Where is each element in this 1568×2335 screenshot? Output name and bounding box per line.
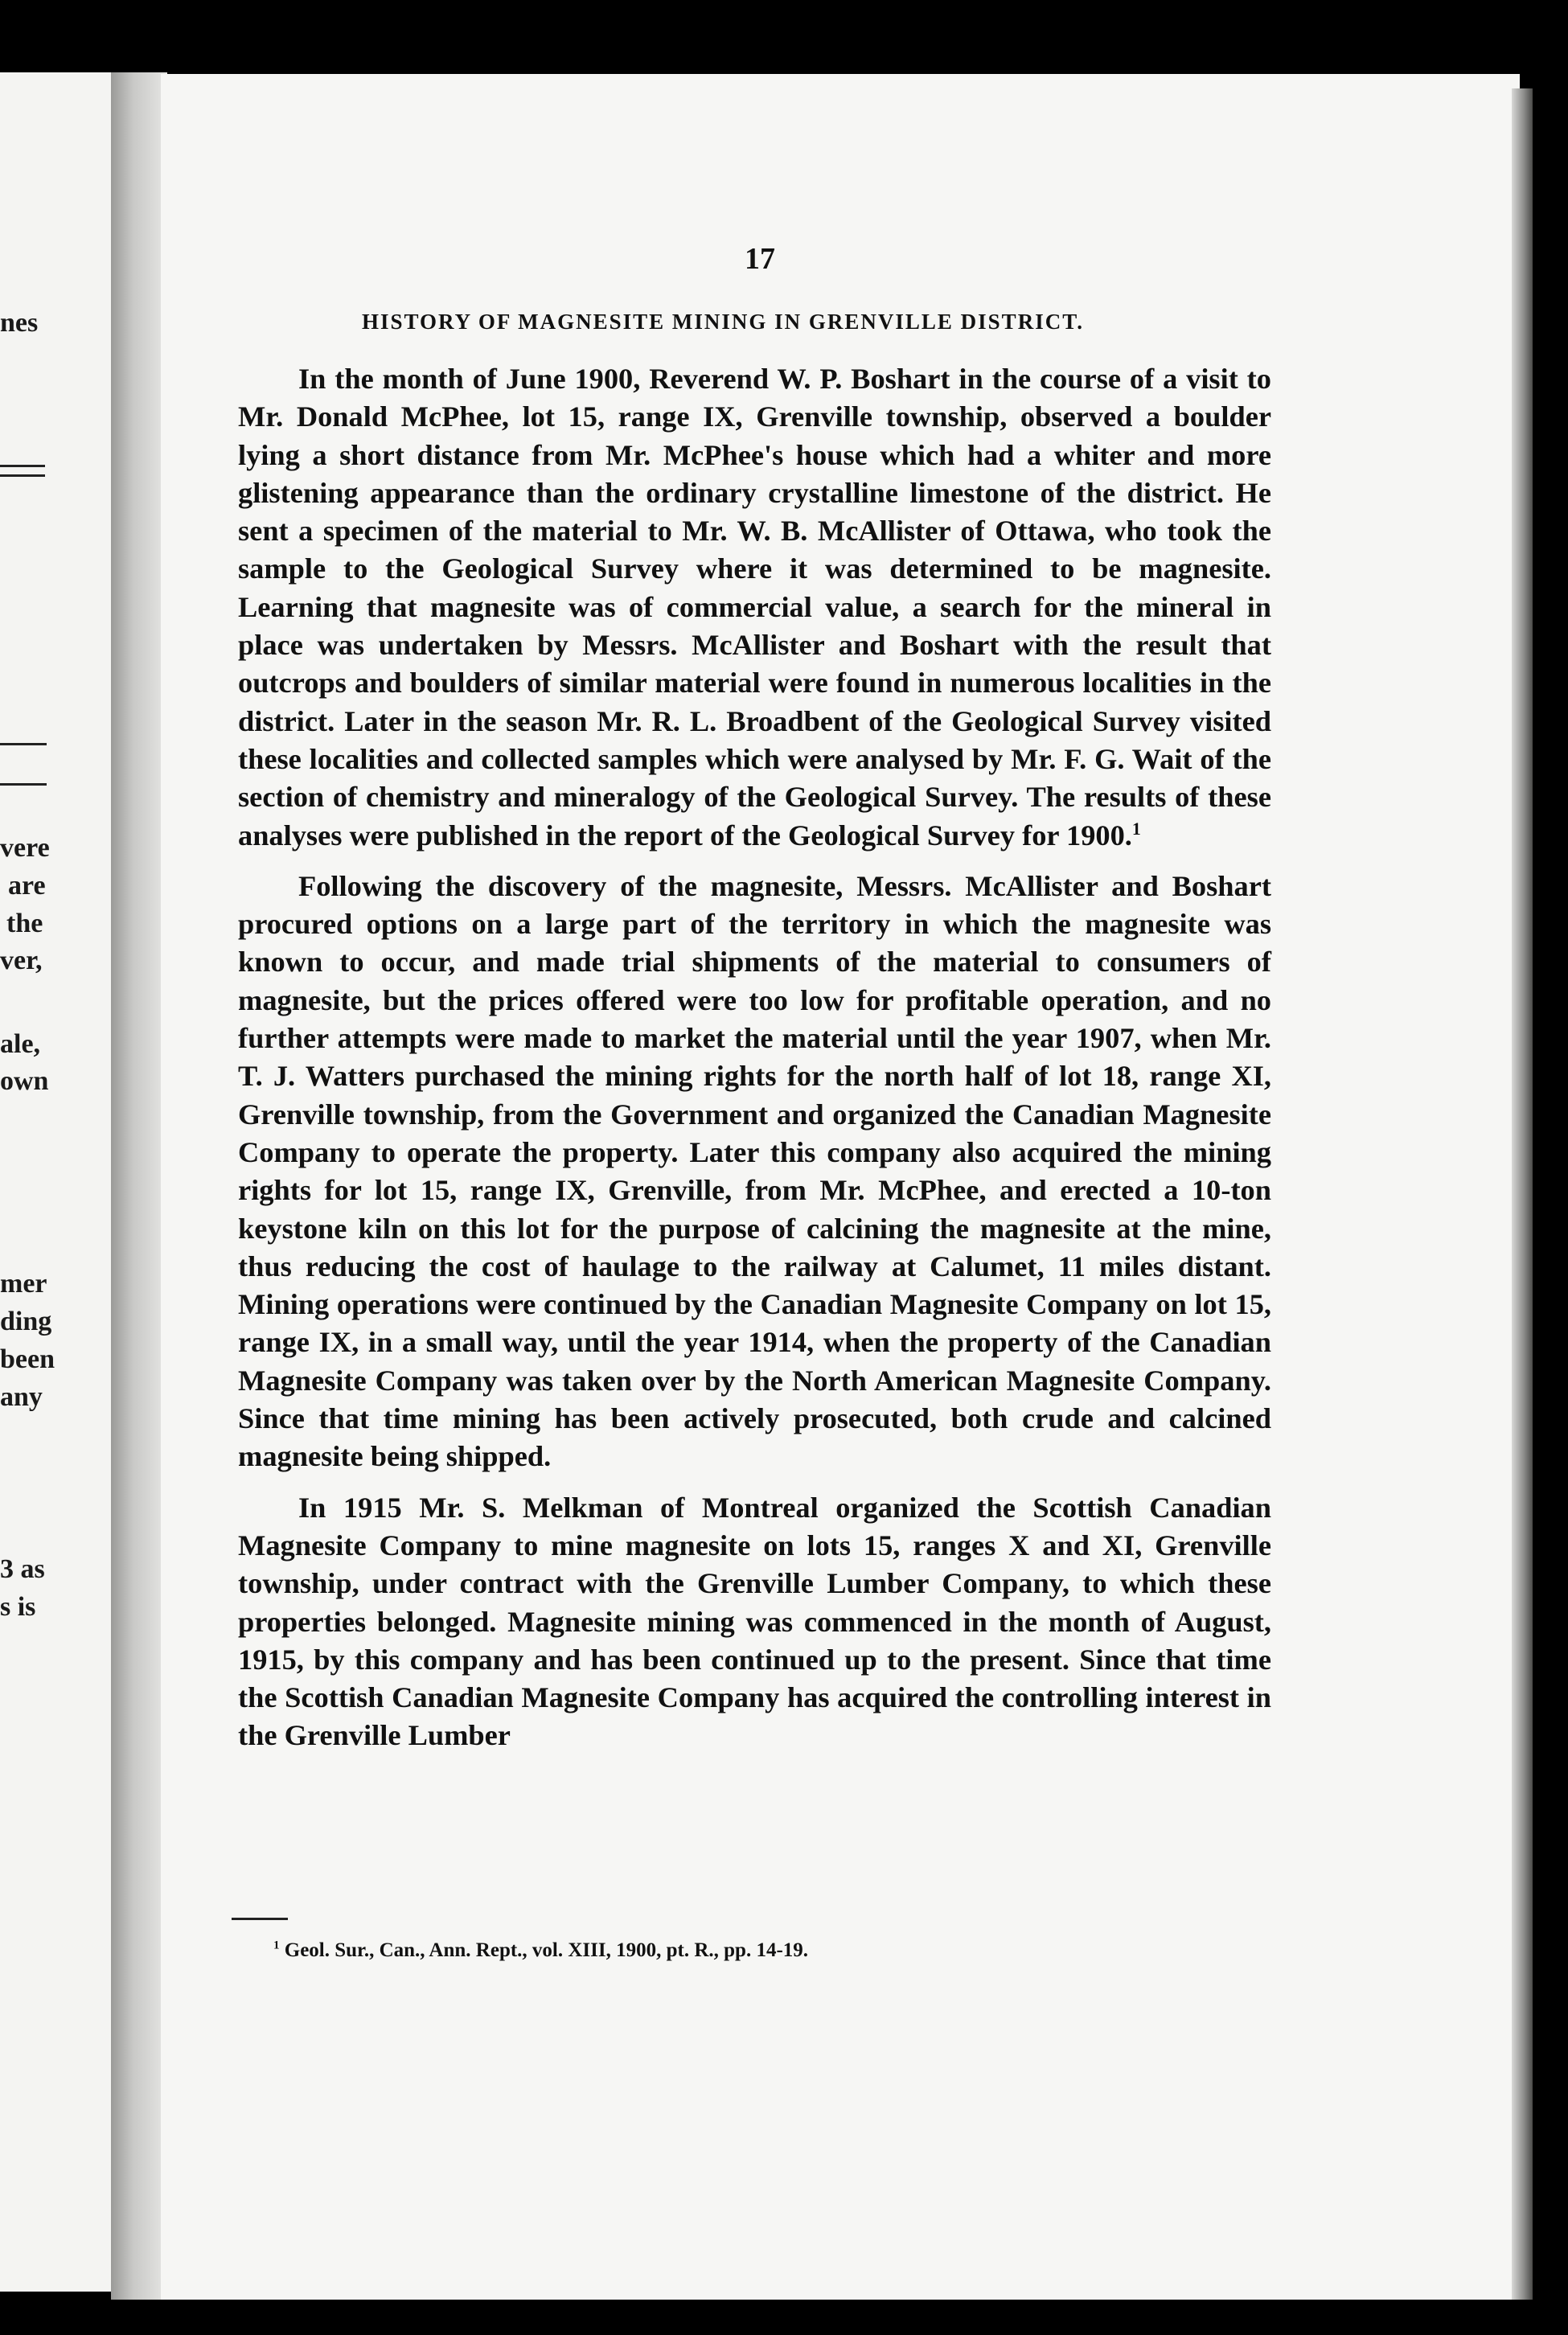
facing-page-text: mer bbox=[0, 1269, 47, 1299]
facing-page-text: ding bbox=[0, 1307, 52, 1336]
binding-gutter bbox=[111, 72, 167, 2300]
facing-page-text: nes bbox=[0, 308, 39, 338]
facing-page-text: the bbox=[6, 909, 43, 938]
footnote-reference: 1 bbox=[1131, 819, 1141, 839]
paragraph: In 1915 Mr. S. Melkman of Montreal organized the Scottish Canadian Magnesite Company to mine magnesite on lots 15, ranges X and XI, Grenville township, under contract with the Grenville Lumber Company, to which these properties belonged. Magnesite mining was commenced in the month of August, 1915, by this company and has been continued up to the present. Since that time the Scottish Canadian Magnesite Company has acquired the controlling interest in the Grenville Lumber bbox=[238, 1491, 1271, 1752]
facing-page-text: ale, bbox=[0, 1029, 41, 1059]
page-number: 17 bbox=[745, 242, 775, 276]
facing-page-rule bbox=[0, 783, 47, 786]
facing-page-rule bbox=[0, 465, 45, 467]
footnote-marker: 1 bbox=[273, 1939, 280, 1952]
paragraph: Following the discovery of the magnesite, Messrs. McAllister and Boshart procured options on a large part of the territory in which the magnesite was known to occur, and made trial shipments of the material to consumers of magnesite, but the prices offered were too low for profitable operation, and no further attempts were made to market the material until the year 1907, when Mr. T. J. Watters purchased the mining rights for the north half of lot 18, range XI, Grenville township, from the Government and organized the Canadian Magnesite Company to operate the property. Later this company also acquired the mining rights for lot 15, range IX, Grenville, from Mr. McPhee, and erected a 10-ton keystone kiln on this lot for the purpose of calcining the magnesite at the mine, thus reducing the cost of haulage to the railway at Calumet, 11 miles distant. Mining operations were continued by the Canadian Magnesite Company on lot 15, range IX, in a small way, until the year 1914, when the property of the Canadian Magnesite Company was taken over by the North American Magnesite Company. Since that time mining has been actively prosecuted, both crude and calcined magnesite being shipped. bbox=[238, 869, 1271, 1473]
footnote-text: Geol. Sur., Can., Ann. Rept., vol. XIII, 1900, pt. R., pp. 14-19. bbox=[284, 1939, 809, 1961]
facing-page-text: are bbox=[8, 871, 46, 901]
facing-page-text: own bbox=[0, 1066, 49, 1096]
facing-page-text: ver, bbox=[0, 946, 43, 975]
footnote bbox=[273, 1939, 808, 1962]
facing-page-rule bbox=[0, 743, 47, 745]
body-text bbox=[238, 360, 1271, 1768]
footnote-rule bbox=[232, 1918, 288, 1920]
facing-page-text: any bbox=[0, 1382, 43, 1412]
paragraph bbox=[238, 360, 1271, 855]
facing-page-rule bbox=[0, 474, 45, 477]
facing-page-text: 3 as bbox=[0, 1554, 45, 1584]
facing-page-text: been bbox=[0, 1344, 55, 1374]
facing-page-fragment bbox=[0, 72, 121, 2292]
facing-page-text: s is bbox=[0, 1592, 36, 1622]
page-edge-shadow bbox=[1512, 88, 1533, 2300]
section-heading: HISTORY OF MAGNESITE MINING IN GRENVILLE DISTRICT. bbox=[362, 310, 1084, 334]
paragraph-text: In the month of June 1900, Reverend W. P. Boshart in the course of a visit to Mr. Donald McPhee, lot 15, range IX, Grenville township, observed a boulder lying a short distance from Mr. McPhee's house which had a whiter and more glistening appearance than the ordinary crystalline limestone of the district. He sent a specimen of the material to Mr. W. B. McAllister of Ottawa, who took the sample to the Geological Survey where it was determined to be magnesite. Learning that magnesite was of commercial value, a search for the mineral in place was undertaken by Messrs. McAllister and Boshart with the result that outcrops and boulders of similar material were found in numerous localities in the district. Later in the season Mr. R. L. Broadbent of the Geological Survey visited these localities and collected samples which were analysed by Mr. F. G. Wait of the section of chemistry and mineralogy of the Geological Survey. The results of these analyses were published in the report of the Geological Survey for 1900. bbox=[238, 363, 1271, 852]
facing-page-text: vere bbox=[0, 833, 50, 863]
